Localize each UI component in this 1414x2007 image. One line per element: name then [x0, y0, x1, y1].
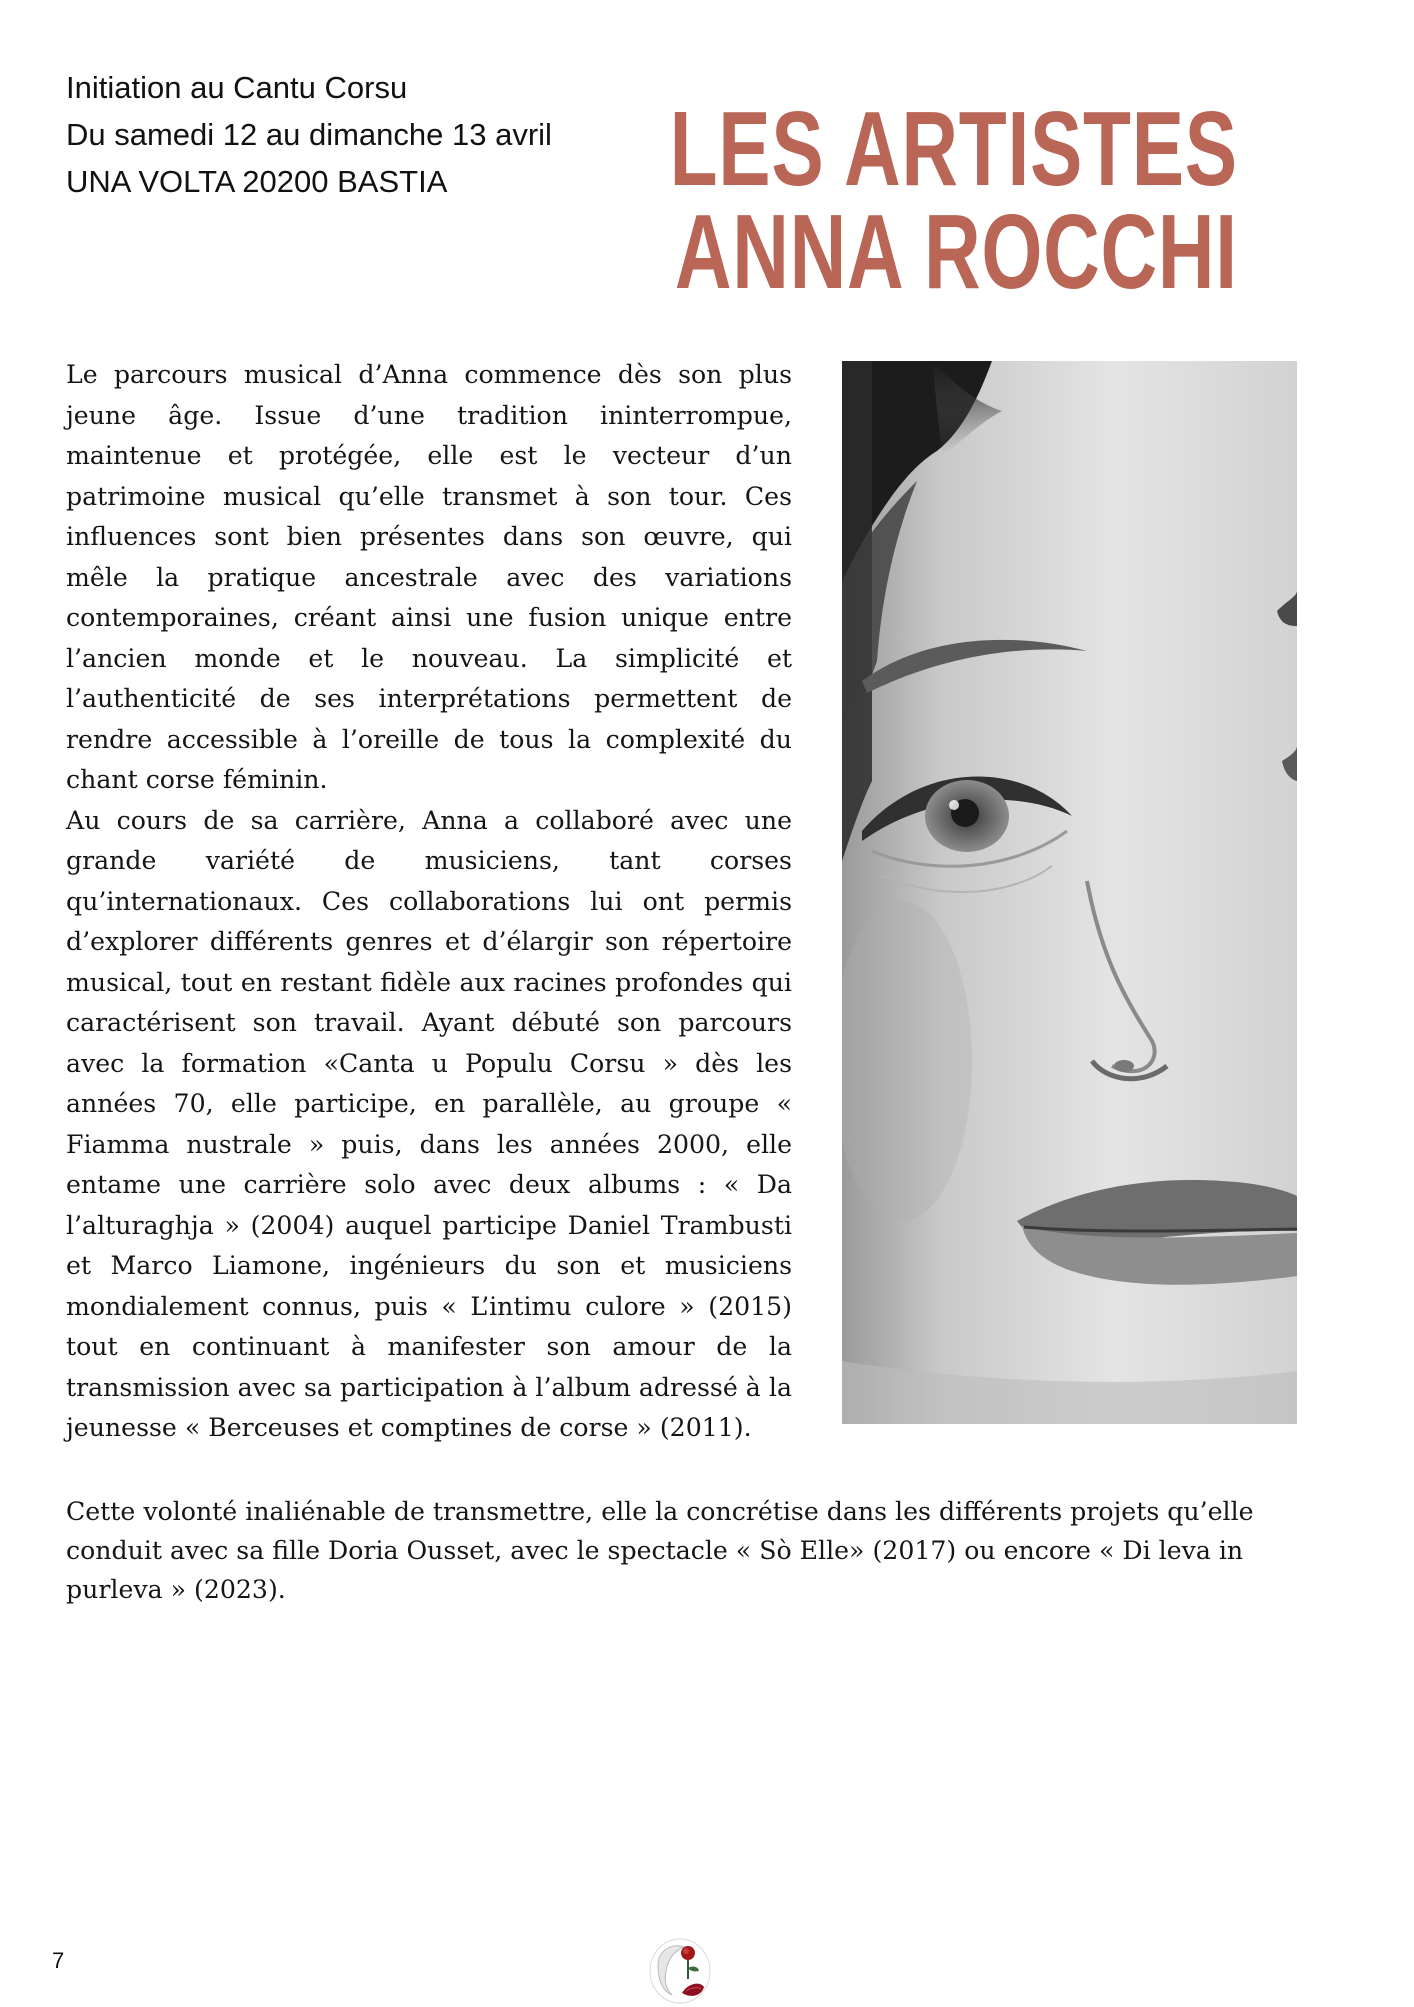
event-location: UNA VOLTA 20200 BASTIA — [66, 164, 448, 199]
bio-paragraph-1: Le parcours musical d’Anna commence dès son plus jeune âge. Issue d’une tradition ininterrompue, maintenue et protégée, elle est le vecteur d’un patrimoine musical qu’elle transmet à son tour. Ces influences sont bien présentes dans son œuvre, qui mêle la pratique ancestrale avec des variations contemporaines, créant ainsi une fusion unique entre l’ancien monde et le nouveau. La simplicité et l’authenticité de ses interprétations permettent de rendre accessible à l’oreille de tous la complexité du chant corse féminin. — [66, 360, 792, 794]
artist-name: ANNA ROCCHI — [674, 193, 1238, 311]
event-title: Initiation au Cantu Corsu — [66, 70, 408, 105]
rose-logo-icon — [644, 1935, 716, 2007]
closing-text: Cette volonté inaliénable de transmettre, elle la concrétise dans les différents projets qu’elle conduit avec sa fille Doria Ousset, avec le spectacle « Sò Elle» (2017) ou encore « Di leva in purleva » (2023). — [66, 1497, 1254, 1604]
event-info — [66, 64, 666, 205]
closing-paragraph — [66, 1492, 1266, 1609]
page-title — [669, 90, 1238, 311]
event-dates: Du samedi 12 au dimanche 13 avril — [66, 117, 552, 152]
section-heading: LES ARTISTES — [669, 90, 1238, 208]
artist-portrait — [842, 361, 1297, 1424]
bio-paragraph-2: Au cours de sa carrière, Anna a collaboré avec une grande variété de musiciens, tant corses qu’internationaux. Ces collaborations lui ont permis d’explorer différents genres et d’élargir son répertoire musical, tout en restant fidèle aux racines profondes qui caractérisent son travail. Ayant débuté son parcours avec la formation «Canta u Populu Corsu » dès les années 70, elle participe, en parallèle, au groupe « Fiamma nustrale » puis, dans les années 2000, elle entame une carrière solo avec deux albums : « Da l’alturaghja » (2004) auquel participe Daniel Trambusti et Marco Liamone, ingénieurs du son et musiciens mondialement connus, puis « L’intimu culore » (2015) tout en continuant à manifester son amour de la transmission avec sa participation à l’album adressé à la jeunesse « Berceuses et comptines de corse » (2011). — [66, 805, 792, 1442]
artist-biography — [66, 355, 792, 1449]
page-number: 7 — [52, 1948, 65, 1973]
